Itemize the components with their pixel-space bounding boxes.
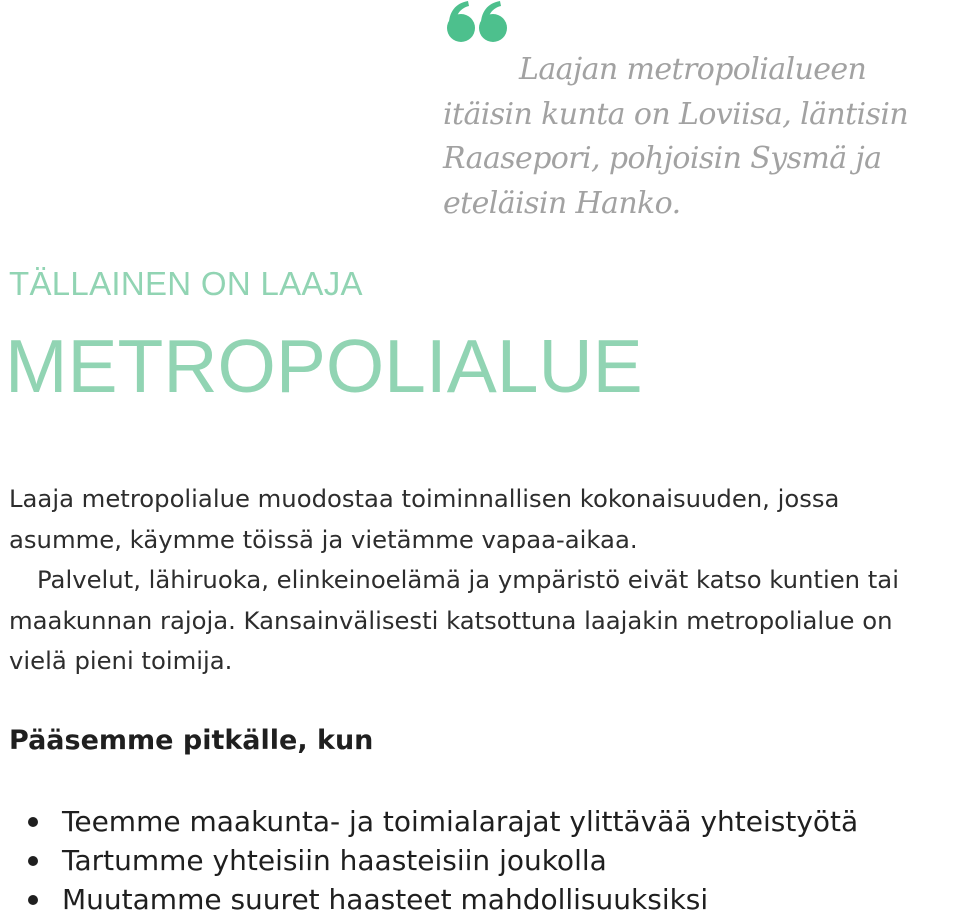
intro-text — [9, 479, 949, 682]
intro-paragraph-2: Palvelut, lähiruoka, elinkeinoelämä ja ympäristö eivät katso kuntien tai maakunnan rajoja. Kansainvälisesti katsottuna laajakin metropolialue on vielä pieni toimija. — [9, 565, 899, 675]
section-kicker: TÄLLAINEN ON LAAJA — [9, 265, 363, 302]
page-title: METROPOLIALUE — [5, 324, 643, 408]
bullet-list — [28, 802, 858, 919]
list-item — [28, 841, 858, 880]
bullet-icon — [28, 856, 38, 866]
list-item — [28, 880, 858, 919]
list-item-text: Tartumme yhteisiin haasteisiin joukolla — [62, 844, 607, 877]
quote-icon — [444, 0, 510, 46]
bullet-icon — [28, 817, 38, 827]
list-item-text: Teemme maakunta- ja toimialarajat ylittävää yhteistyötä — [62, 805, 859, 838]
list-item-text: Muutamme suuret haasteet mahdollisuuksiksi — [62, 883, 709, 916]
intro-paragraph-1: Laaja metropolialue muodostaa toiminnallisen kokonaisuuden, jossa asumme, käymme töissä ja vietämme vapaa-aikaa. — [9, 484, 840, 554]
pull-quote: Laajan metropolialueen itäisin kunta on Loviisa, läntisin Raasepori, pohjoisin Sysmä ja eteläisin Hanko. — [443, 52, 909, 221]
list-heading: Pääsemme pitkälle, kun — [9, 725, 374, 756]
list-item — [28, 802, 858, 841]
bullet-icon — [28, 895, 38, 905]
